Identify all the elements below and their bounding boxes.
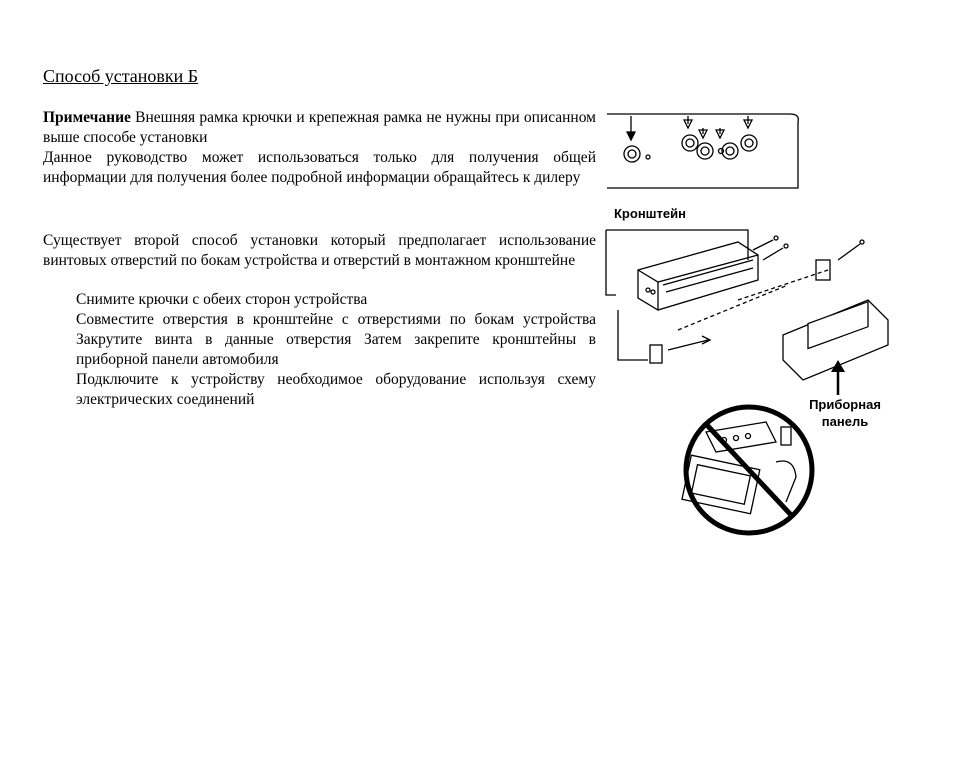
note-paragraph — [43, 108, 596, 188]
note-text-2: Данное руководство может использоваться только для получения общей информации для получения более подробной информации обращайтесь к дилеру — [43, 149, 596, 186]
section-heading: Способ установки Б — [43, 66, 199, 86]
intro-paragraph: Существует второй способ установки который предполагает использование винтовых отверстий по бокам устройства и отверстий в монтажном кронштейне — [43, 232, 596, 269]
dashboard-label-line2: панель — [821, 414, 869, 429]
note-label: Примечание — [43, 109, 131, 126]
step-item: Совместите отверстия в кронштейне с отверстиями по бокам устройства Закрутите винта в данные отверстия Затем закрепите кронштейны в приборной панели автомобиля — [76, 311, 596, 368]
steps-list — [76, 290, 596, 410]
step-item: Подключите к устройству необходимое оборудование используя схему электрических соединений — [76, 371, 596, 408]
step-item: Снимите крючки с обеих сторон устройства — [76, 291, 368, 308]
note-text: Внешняя рамка крючки и крепежная рамка не нужны при описанном выше способе установки — [43, 109, 596, 146]
installation-diagram — [598, 200, 898, 400]
dashboard-label-line1: Приборная — [809, 397, 881, 412]
bracket-label: Кронштейн — [614, 206, 686, 221]
prohibited-method-figure — [676, 402, 822, 538]
side-holes-figure — [604, 108, 804, 194]
